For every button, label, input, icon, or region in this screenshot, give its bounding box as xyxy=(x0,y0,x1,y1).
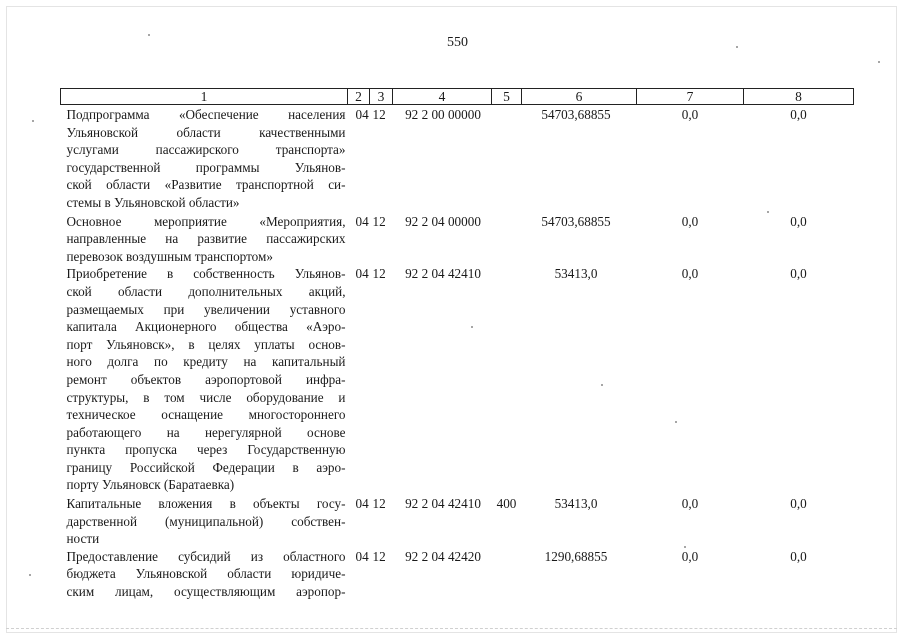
scan-speck xyxy=(767,211,769,213)
column-header-expense-type: 5 xyxy=(492,89,522,105)
name-line: порту Ульяновск (Баратаевка) xyxy=(66,477,235,493)
amount-2-cell: 0,0 xyxy=(681,213,699,229)
name-line: Предоставление субсидий из областного xyxy=(66,548,346,564)
page-bottom-edge xyxy=(6,628,897,630)
name-line: бюджета Ульяновской области юридиче- xyxy=(66,566,346,582)
scan-speck xyxy=(471,326,473,328)
subsection-cell: 12 xyxy=(372,266,386,282)
target-article-cell: 92 2 00 00000 xyxy=(405,107,481,122)
name-line: Капитальные вложения в объекты госу- xyxy=(66,496,346,512)
budget-table xyxy=(60,88,854,601)
page-number: 550 xyxy=(447,35,468,50)
amount-3-cell: 0,0 xyxy=(790,496,807,512)
column-header-amount-2: 7 xyxy=(637,89,744,105)
table-row xyxy=(61,494,854,548)
scan-speck xyxy=(675,421,677,423)
row-name-cell xyxy=(61,105,348,212)
amount-2-cell: 0,0 xyxy=(681,548,699,564)
name-line: ремонт объектов аэропортовой инфра- xyxy=(66,371,346,387)
amount-3-cell: 0,0 xyxy=(790,213,807,229)
name-line: Основное мероприятие «Мероприятия, xyxy=(66,213,346,229)
row-name-cell xyxy=(61,265,348,494)
amount-1-cell: 54703,68855 xyxy=(541,213,611,229)
scan-speck xyxy=(32,120,34,122)
scan-speck xyxy=(29,574,31,576)
amount-3-cell: 0,0 xyxy=(790,107,807,122)
scan-speck xyxy=(684,546,686,548)
section-cell: 04 xyxy=(355,548,369,564)
name-line: перевозок воздушным транспортом» xyxy=(66,248,273,264)
amount-1-cell: 53413,0 xyxy=(554,496,598,512)
table-row xyxy=(61,548,854,601)
name-line: Ульяновской области качественными xyxy=(66,124,346,140)
name-line: ного долга по кредиту на капитальный xyxy=(66,354,346,370)
name-line: дарственной (муниципальной) собствен- xyxy=(66,513,346,529)
section-cell: 04 xyxy=(355,107,369,122)
table-row xyxy=(61,212,854,266)
name-line: ской области дополнительных акций, xyxy=(66,283,346,299)
name-line: ской области «Развитие транспортной си- xyxy=(66,177,346,193)
scan-speck xyxy=(878,61,880,63)
amount-1-cell: 54703,68855 xyxy=(541,107,611,122)
name-line: размещаемых при увеличении уставного xyxy=(66,301,346,317)
section-cell: 04 xyxy=(355,213,369,229)
target-article-cell: 92 2 04 42410 xyxy=(405,266,481,282)
target-article-cell: 92 2 04 42420 xyxy=(405,548,481,564)
table-row xyxy=(61,265,854,494)
table-header xyxy=(61,89,854,105)
expense-type-cell xyxy=(492,265,522,494)
section-cell: 04 xyxy=(355,266,369,282)
scan-speck xyxy=(148,34,150,36)
name-line: порт Ульяновск», в целях уплаты основ- xyxy=(66,336,346,352)
amount-2-cell: 0,0 xyxy=(681,496,699,512)
row-name-cell xyxy=(61,548,348,601)
scan-speck xyxy=(736,46,738,48)
column-header-subsection: 3 xyxy=(370,89,393,105)
column-header-target-article: 4 xyxy=(393,89,492,105)
section-cell: 04 xyxy=(355,496,369,512)
expense-type-cell xyxy=(492,548,522,601)
target-article-cell: 92 2 04 42410 xyxy=(405,496,481,512)
expense-type-cell xyxy=(492,105,522,212)
row-name-cell xyxy=(61,494,348,548)
name-line: капитала Акционерного общества «Аэро- xyxy=(66,319,346,335)
name-line: границу Российской Федерации в аэро- xyxy=(66,459,346,475)
name-line: структуры, в том числе оборудование и xyxy=(66,389,346,405)
target-article-cell: 92 2 04 00000 xyxy=(405,213,481,229)
name-line: государственной программы Ульянов- xyxy=(66,159,346,175)
subsection-cell: 12 xyxy=(372,213,386,229)
amount-1-cell: 53413,0 xyxy=(554,266,598,282)
name-line: техническое оснащение многостороннего xyxy=(66,407,346,423)
subsection-cell: 12 xyxy=(372,548,386,564)
expense-type-cell: 400 xyxy=(496,496,517,512)
column-header-amount-1: 6 xyxy=(522,89,637,105)
subsection-cell: 12 xyxy=(372,107,386,122)
expense-type-cell xyxy=(492,212,522,266)
scan-speck xyxy=(601,384,603,386)
name-line: услугами пассажирского транспорта» xyxy=(66,142,346,158)
name-line: работающего на нерегулярной основе xyxy=(66,424,346,440)
amount-3-cell: 0,0 xyxy=(790,548,807,564)
name-line: Подпрограмма «Обеспечение населения xyxy=(66,107,346,122)
name-line: ности xyxy=(66,531,100,547)
table-body xyxy=(61,105,854,601)
column-header-amount-3: 8 xyxy=(744,89,854,105)
column-header-section: 2 xyxy=(348,89,370,105)
name-line: направленные на развитие пассажирских xyxy=(66,231,346,247)
amount-2-cell: 0,0 xyxy=(681,266,699,282)
name-line: пункта пропуска через Государственную xyxy=(66,442,346,458)
name-line: Приобретение в собственность Ульянов- xyxy=(66,266,346,282)
amount-2-cell: 0,0 xyxy=(681,107,699,122)
name-line: стемы в Ульяновской области» xyxy=(66,194,240,210)
name-line: ским лицам, осуществляющим аэропор- xyxy=(66,584,346,600)
table-row xyxy=(61,105,854,212)
column-header-name: 1 xyxy=(61,89,348,105)
row-name-cell xyxy=(61,212,348,266)
amount-3-cell: 0,0 xyxy=(790,266,807,282)
amount-1-cell: 1290,68855 xyxy=(544,548,608,564)
subsection-cell: 12 xyxy=(372,496,386,512)
header-row xyxy=(61,89,854,105)
